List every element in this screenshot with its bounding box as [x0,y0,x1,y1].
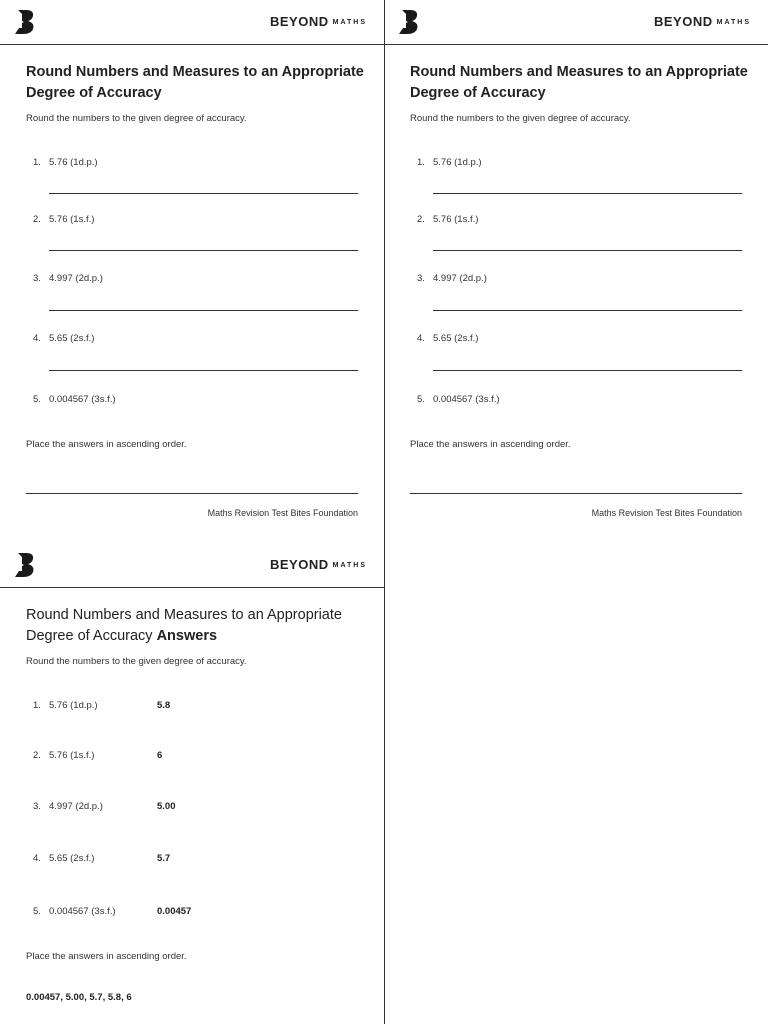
brand-wordmark: BEYOND $^{MATHS}$ [270,557,367,572]
question-item: 2. 5.76 (1s.f.) [417,214,479,225]
instructions: Round the numbers to the given degree of accuracy. [26,656,247,667]
order-instruction: Place the answers in ascending order. [26,439,187,450]
answer-line [433,250,742,251]
answer-line [433,310,742,311]
panel-header [384,0,768,45]
question-item: 3. 4.997 (2d.p.) [417,273,487,284]
order-instruction: Place the answers in ascending order. [410,439,571,450]
question-item: 4. 5.65 (2s.f.) [417,333,479,344]
worksheet-footer: Maths Revision Test Bites Foundation [207,508,358,518]
answer-value: 6 [157,750,163,761]
panel-header [0,0,384,45]
worksheet-title: Round Numbers and Measures to an Appropriate Degree of Accuracy [410,64,748,101]
question-item: 3. 4.997 (2d.p.) [33,801,103,812]
ordered-answer: 0.00457, 5.00, 5.7, 5.8, 6 [26,992,132,1003]
question-item: 1. 5.76 (1d.p.) [417,157,482,168]
answer-line [49,250,358,251]
answer-line [49,370,358,371]
answer-value: 5.00 [157,801,176,812]
brand-wordmark: BEYOND $^{MATHS}$ [654,14,751,29]
answer-line [433,193,742,194]
question-item: 5. 0.004567 (3s.f.) [417,394,500,405]
answer-value: 0.00457 [157,906,192,917]
worksheet-footer: Maths Revision Test Bites Foundation [591,508,742,518]
answers-title: Round Numbers and Measures to an Appropriate Degree of Accuracy Answers [26,607,342,644]
answers-panel [0,543,384,1024]
order-answer-line [410,493,742,494]
answer-line [49,310,358,311]
brand-wordmark: BEYOND $^{MATHS}$ [270,14,367,29]
worksheet-panel-left [0,0,384,543]
question-item: 3. 4.997 (2d.p.) [33,273,103,284]
question-item: 5. 0.004567 (3s.f.) [33,906,116,917]
answer-line [433,370,742,371]
beyond-logo-icon [14,552,36,578]
worksheet-title: Round Numbers and Measures to an Appropriate Degree of Accuracy [26,64,364,101]
question-item: 5. 0.004567 (3s.f.) [33,394,116,405]
beyond-logo-icon [398,9,420,35]
question-item: 1. 5.76 (1d.p.) [33,700,98,711]
question-item: 4. 5.65 (2s.f.) [33,853,95,864]
beyond-logo-icon [14,9,36,35]
question-item: 4. 5.65 (2s.f.) [33,333,95,344]
answer-value: 5.7 [157,853,171,864]
order-instruction: Place the answers in ascending order. [26,951,187,962]
question-item: 1. 5.76 (1d.p.) [33,157,98,168]
worksheet-panel-right [384,0,768,543]
order-answer-line [26,493,358,494]
question-item: 2. 5.76 (1s.f.) [33,750,95,761]
instructions: Round the numbers to the given degree of accuracy. [410,113,631,124]
question-item: 2. 5.76 (1s.f.) [33,214,95,225]
instructions: Round the numbers to the given degree of accuracy. [26,113,247,124]
answer-value: 5.8 [157,700,171,711]
answer-line [49,193,358,194]
panel-header [0,543,384,588]
